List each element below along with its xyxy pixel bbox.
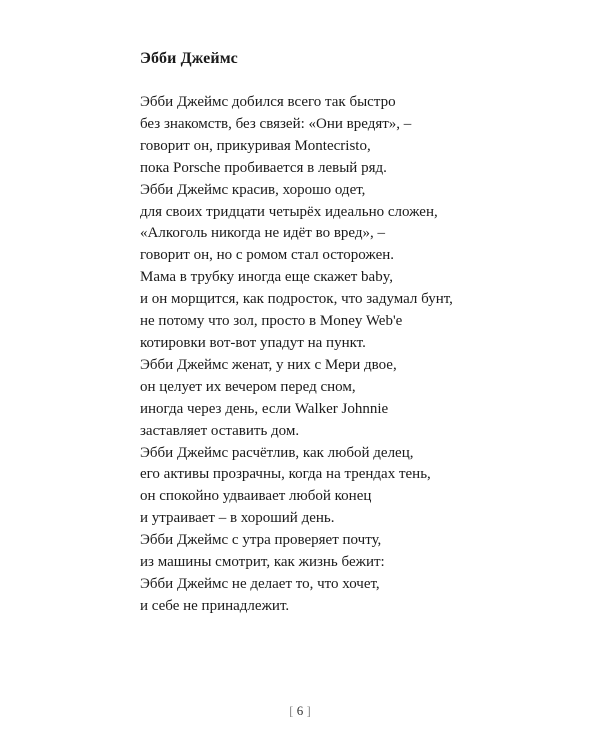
poem-line: без знакомств, без связей: «Они вредят», – [140, 115, 412, 132]
page-number [0, 703, 600, 719]
poem-line: Эбби Джеймс добился всего так быстро [140, 94, 396, 110]
page-number-bracket-left: [ [289, 703, 294, 718]
page-number-value: 6 [296, 703, 304, 718]
poem-line: Эбби Джеймс расчётлив, как любой делец, [140, 444, 414, 461]
poem-line: говорит он, прикуривая Montecristo, [140, 137, 371, 154]
poem-line: его активы прозрачны, когда на трендах тень, [140, 466, 431, 483]
poem-line: Эбби Джеймс женат, у них с Мери двое, [140, 356, 397, 373]
poem-line: и утраивает – в хороший день. [140, 510, 335, 527]
poem-line: говорит он, но с ромом стал осторожен. [140, 247, 395, 264]
poem-line: котировки вот-вот упадут на пункт. [140, 334, 366, 351]
poem-line: «Алкоголь никогда не идёт во вред», – [140, 225, 385, 242]
poem-line: пока Porsche пробивается в левый ряд. [140, 159, 387, 176]
poem-line: Эбби Джеймс красив, хорошо одет, [140, 181, 366, 198]
poem-line: Эбби Джеймс с утра проверяет почту, [140, 532, 382, 549]
poem-line: Мама в трубку иногда еще скажет baby, [140, 269, 393, 286]
poem-line: иногда через день, если Walker Johnnie [140, 400, 389, 417]
poem-line: не потому что зол, просто в Money Web'е [140, 313, 403, 330]
poem-line: он спокойно удваивает любой конец [140, 488, 372, 505]
poem-line: заставляет оставить дом. [140, 422, 300, 439]
poem-title: Эбби Джеймс [140, 50, 238, 67]
page-number-bracket-right: ] [306, 703, 311, 718]
poem-body [140, 92, 580, 618]
poem-line: он целует их вечером перед сном, [140, 378, 356, 395]
poem-line: из машины смотрит, как жизнь бежит: [140, 554, 385, 571]
poem-line: и он морщится, как подросток, что задумал бунт, [140, 291, 453, 308]
poem-line: и себе не принадлежит. [140, 597, 290, 614]
poem-line: Эбби Джеймс не делает то, что хочет, [140, 575, 380, 592]
poem-line: для своих тридцати четырёх идеально сложен, [140, 203, 438, 220]
